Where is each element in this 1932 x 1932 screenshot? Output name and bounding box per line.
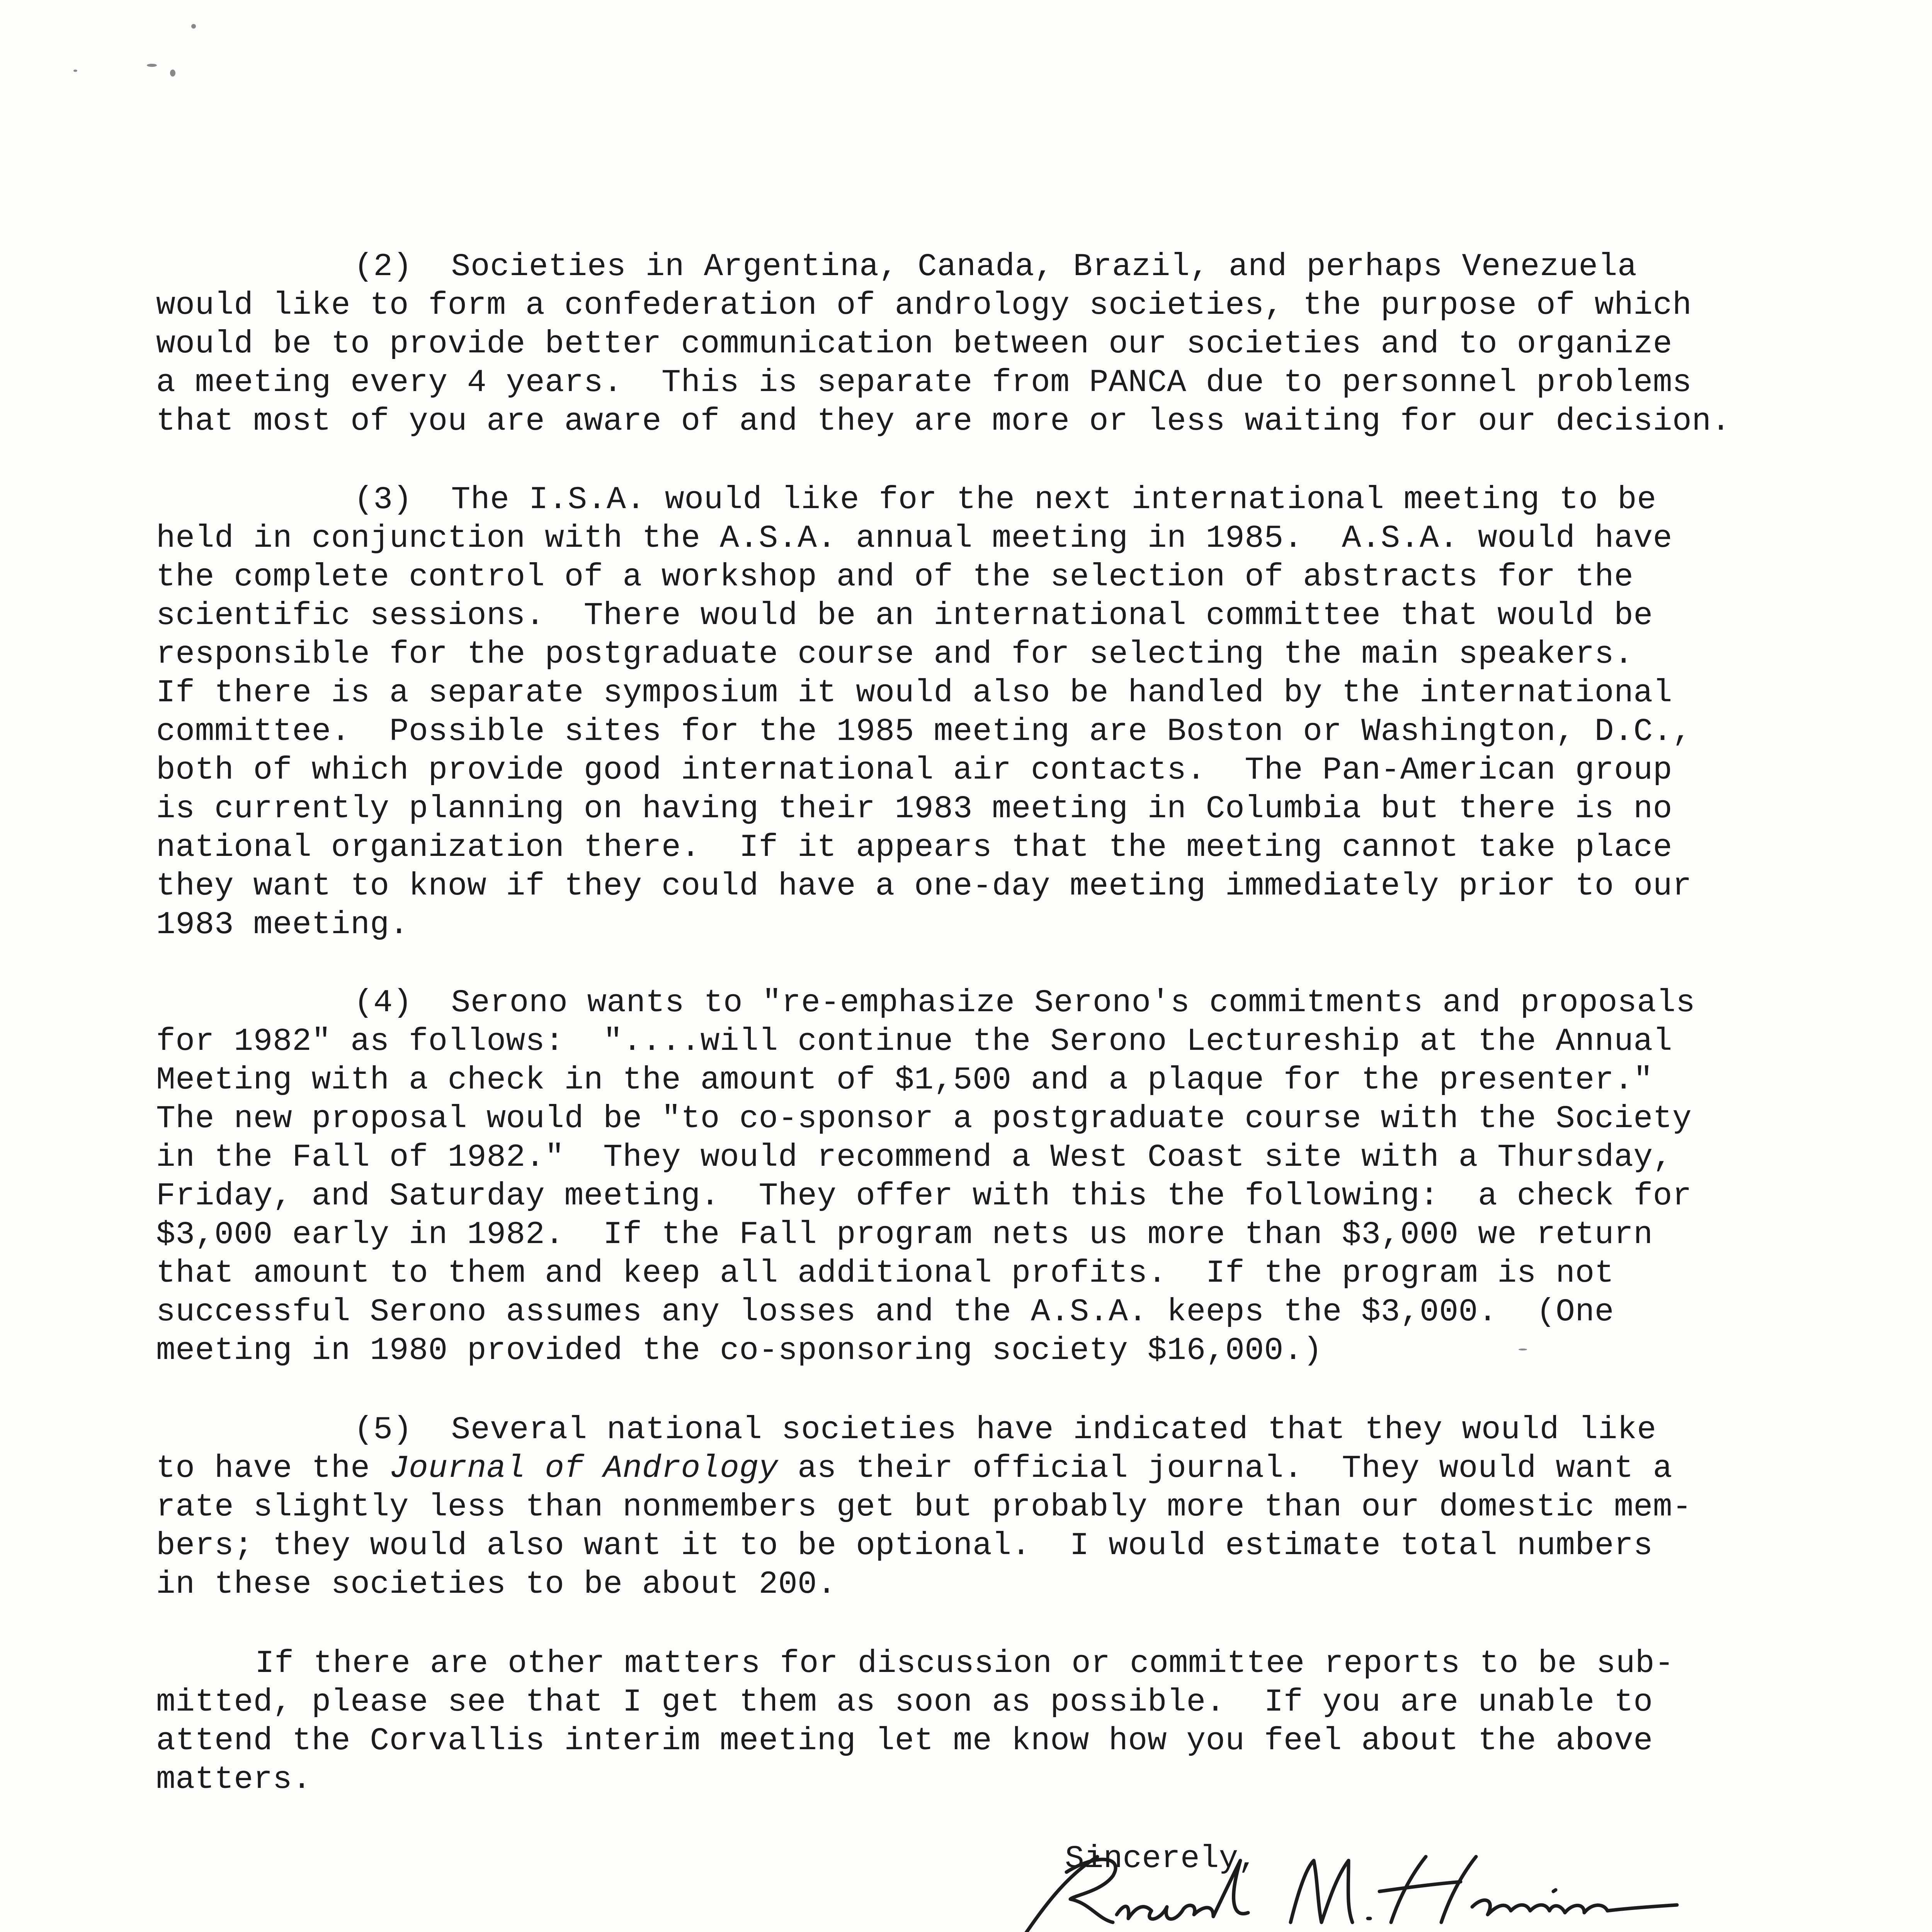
text-line: successful Serono assumes any losses and the A.S.A. keeps the $3,000. (One [156,1294,1614,1330]
text-line: responsible for the postgraduate course and for selecting the main speakers. [156,636,1634,672]
text-line: meeting in 1980 provided the co-sponsoring society $16,000.) [156,1332,1323,1369]
scan-speck [170,70,175,77]
handwritten-signature [997,1845,1723,1932]
text-line: $3,000 early in 1982. If the Fall program nets us more than $3,000 we return [156,1216,1653,1253]
text-line: mitted, please see that I get them as soon as possible. If you are unable to [156,1684,1653,1720]
text-line: would like to form a confederation of andrology societies, the purpose of which [156,287,1692,323]
scan-speck [1519,1349,1527,1350]
text-line: The new proposal would be "to co-sponsor a postgraduate course with the Society [156,1100,1692,1137]
scan-speck [73,70,77,72]
signature-graphic [997,1845,1723,1932]
text-line: (4) Serono wants to "re-emphasize Serono's commitments and proposals [354,985,1696,1021]
paragraph-closing [156,1644,1748,1799]
journal-title: Journal of Andrology [389,1450,778,1486]
text-line: bers; they would also want it to be optional. I would estimate total numbers [156,1527,1653,1564]
text-line: a meeting every 4 years. This is separate from PANCA due to personnel problems [156,364,1692,401]
text-line: that most of you are aware of and they are more or less waiting for our decision. [156,403,1731,439]
text-line: national organization there. If it appears that the meeting cannot take place [156,829,1673,866]
text-line: Friday, and Saturday meeting. They offer with this the following: a check for [156,1178,1692,1214]
text-line: Meeting with a check in the amount of $1,500 and a plaque for the presenter." [156,1062,1653,1098]
paragraph-item-3 [156,480,1748,944]
text-line: both of which provide good international air contacts. The Pan-American group [156,752,1673,788]
text-line: (3) The I.S.A. would like for the next international meeting to be [354,481,1656,518]
text-line: for 1982" as follows: "....will continue the Serono Lectureship at the Annual [156,1023,1673,1060]
paragraph-item-2 [156,247,1748,440]
text-line: would be to provide better communication between our societies and to organize [156,326,1673,362]
salutation-text: Sincerely, [1065,1840,1258,1877]
text-line: that amount to them and keep all additional profits. If the program is not [156,1255,1614,1291]
text-line: 1983 meeting. [156,906,409,943]
paragraph-item-5 [156,1410,1748,1604]
text-line: in these societies to be about 200. [156,1566,837,1602]
text-line [156,1449,1748,1488]
text-line: matters. [156,1761,312,1798]
text-line: committee. Possible sites for the 1985 meeting are Boston or Washington, D.C., [156,713,1692,750]
text-line: (2) Societies in Argentina, Canada, Brazil, and perhaps Venezuela [354,248,1637,285]
text-fragment: as their official journal. They would want a [778,1450,1673,1486]
text-line: scientific sessions. There would be an international committee that would be [156,597,1653,634]
text-line: If there are other matters for discussion or committee reports to be sub- [255,1645,1674,1682]
text-fragment: to have the [156,1450,389,1486]
paragraph-item-4 [156,983,1748,1370]
text-line: attend the Corvallis interim meeting let me know how you feel about the above [156,1723,1653,1759]
text-line: rate slightly less than nonmembers get but probably more than our domestic mem- [156,1489,1692,1525]
text-line: If there is a separate symposium it would also be handled by the international [156,675,1673,711]
text-line: in the Fall of 1982." They would recommend a West Coast site with a Thursday, [156,1139,1673,1175]
text-line: held in conjunction with the A.S.A. annual meeting in 1985. A.S.A. would have [156,520,1673,556]
text-line: is currently planning on having their 1983 meeting in Columbia but there is no [156,791,1673,827]
text-line: the complete control of a workshop and of the selection of abstracts for the [156,559,1634,595]
scan-speck [147,64,157,67]
text-line: they want to know if they could have a one-day meeting immediately prior to our [156,868,1692,904]
text-line: (5) Several national societies have indicated that they would like [354,1412,1656,1448]
scan-speck [191,24,196,29]
